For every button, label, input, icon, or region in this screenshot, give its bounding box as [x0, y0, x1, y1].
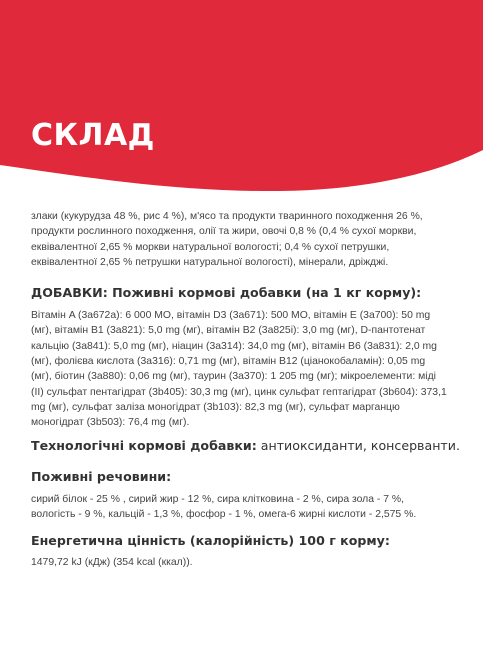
technological-text: антиоксиданти, консерванти. [256, 437, 460, 453]
page-title: СКЛАД [31, 118, 155, 153]
technological-heading: Технологічні кормові добавки: [31, 437, 257, 453]
composition-content [31, 209, 461, 570]
header-banner [0, 0, 483, 200]
additives-text: Вітамін A (3a672a): 6 000 МО, вітамін D3 (3a671): 500 МО, вітамін E (3a700): 50 mg (мг), вітамін B1 (3a821): 5,0 mg (мг), вітамін B2 (3a825i): 3,0 mg (мг), D-пантотенат кальцію (3a841): 5,0 mg (мг), ніацин (3a314): 34,0 mg (мг), вітамін B6 (3a831): 2,0 mg (мг), фолієва кислота (3a316): 0,71 mg (мг), вітамін B12 (ціанокобаламін): 0,05 mg (мг), біотин (3a880): 0,06 mg (мг), таурин (3a370): 1 205 mg (мг); мікроелементи: міді (II) сульфат пентагідрат (3b405): 30,3 mg (мг), цинк сульфат гептагідрат (3b604): 373,1 mg (мг), сульфат заліза моногідрат (3b103): 82,3 mg (мг), сульфат марганцю моногідрат (3b503): 76,4 mg (мг). [31, 310, 447, 429]
composition-text: злаки (кукурудза 48 %, рис 4 %), м'ясо та продукти тваринного походження 26 %, продукти рослинного походження, олії та жири, овочі 0,8 % (0,4 % сухої моркви, еквівалентної 2,65 % моркви натуральної вологості; 0,4 % сухої петрушки, еквівалентної 2,65 % петрушки натуральної вологості), мінерали, дріжджі. [31, 211, 423, 268]
nutrients-text: сирий білок - 25 % , сирий жир - 12 %, сира клітковина - 2 %, сира зола - 7 %, вологість - 9 %, кальцій - 1,3 %, фосфор - 1 %, омега-6 жирні кислоти - 2,575 %. [31, 493, 417, 520]
energy-heading: Енергетична цінність (калорійність) 100 г корму: [31, 533, 390, 549]
banner-shape [0, 0, 483, 200]
energy-text: 1479,72 kJ (кДж) (354 kcal (ккал)). [31, 557, 193, 569]
nutrients-heading: Поживні речовини: [31, 468, 172, 484]
technological-section [31, 438, 461, 454]
additives-heading: ДОБАВКИ: Поживні кормові добавки (на 1 кг корму): [31, 285, 422, 301]
